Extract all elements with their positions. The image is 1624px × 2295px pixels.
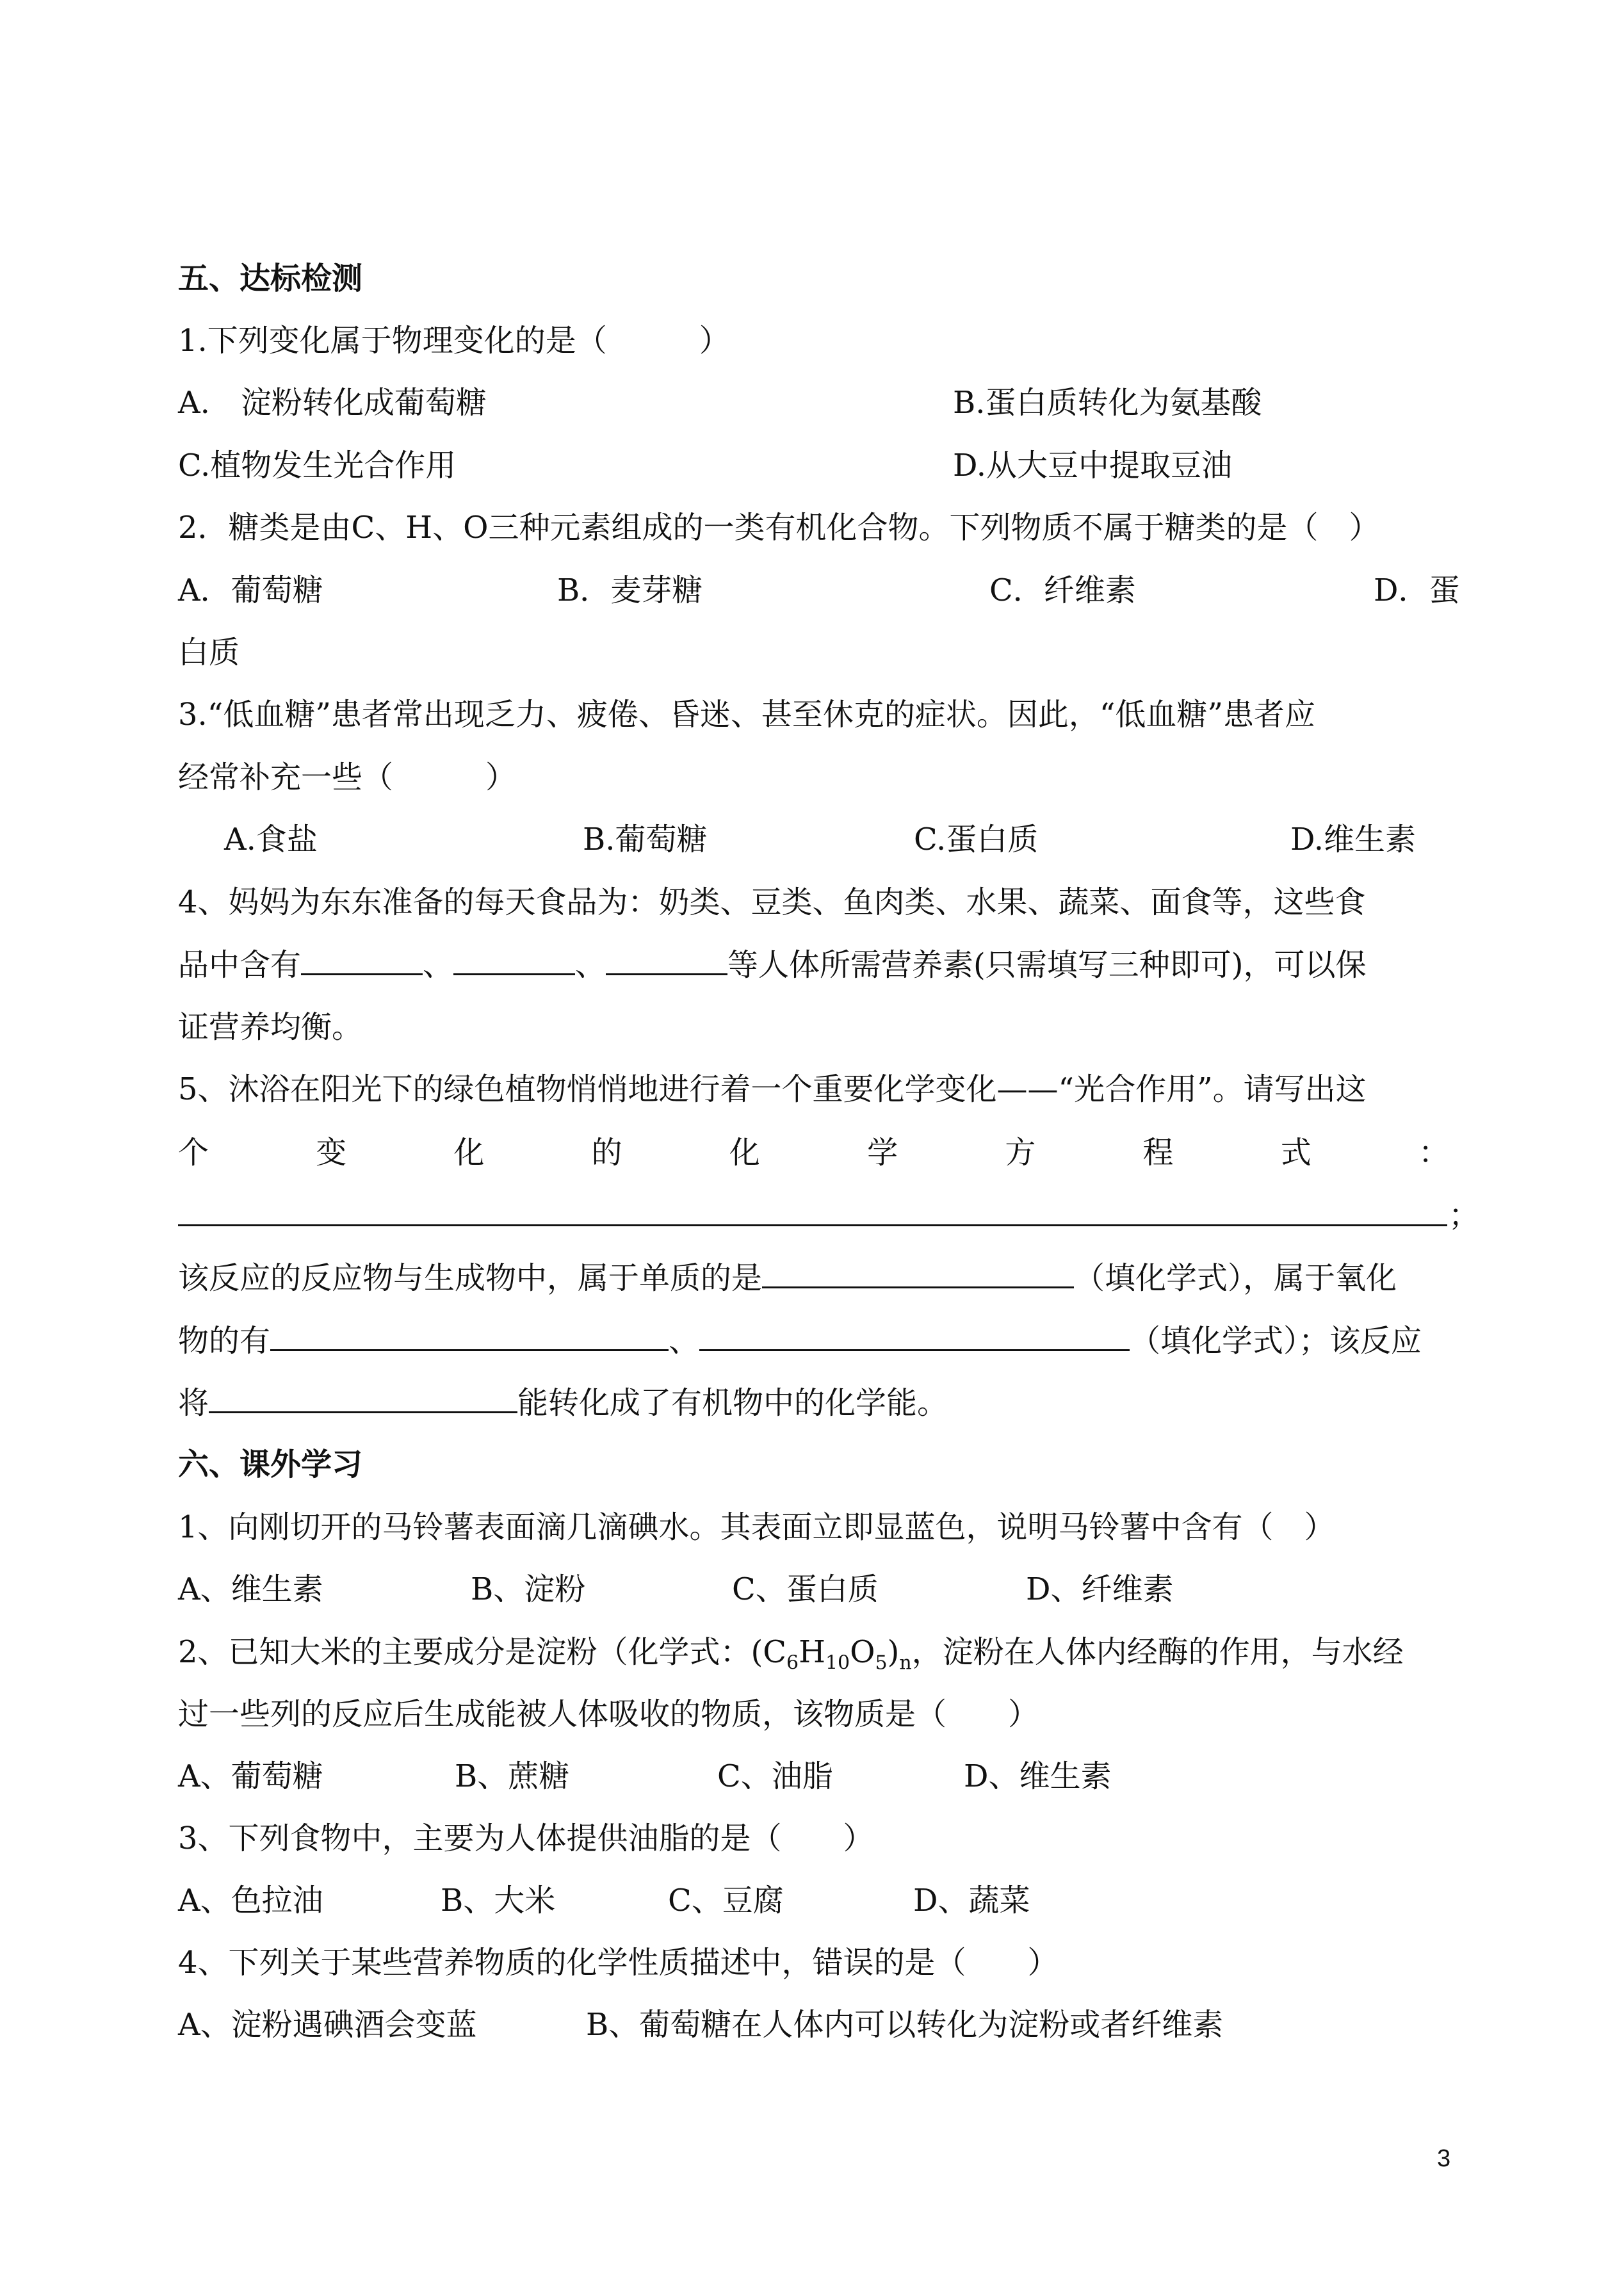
q2-stem: 2．糖类是由C、H、O三种元素组成的一类有机化合物。下列物质不属于糖类的是（ ） — [178, 510, 1380, 546]
q2-option-a: A．葡萄糖 — [178, 572, 323, 608]
q2-option-b: B．麦芽糖 — [557, 572, 703, 608]
q5-blank-energy[interactable] — [209, 1383, 517, 1413]
section-5-title: 五、达标检测 — [178, 261, 363, 296]
q3-stem-line2: 经常补充一些（ ） — [178, 759, 517, 795]
q5-char: 式 — [1280, 1135, 1311, 1171]
q5-char: 化 — [729, 1135, 760, 1171]
e1-option-a: A、维生素 — [178, 1571, 323, 1607]
q3-option-c: C.蛋白质 — [914, 822, 1039, 857]
section-6-title: 六、课外学习 — [178, 1447, 363, 1482]
q5-char: ： — [1418, 1135, 1449, 1171]
q5-blank-element[interactable] — [762, 1258, 1074, 1288]
q5-blank-oxide-1[interactable] — [270, 1321, 669, 1351]
q5-line5-prefix: 物的有 — [178, 1323, 271, 1359]
q5-line6-prefix: 将 — [178, 1385, 209, 1421]
q5-equation-blank[interactable] — [178, 1196, 1447, 1226]
e1-stem: 1、向刚切开的马铃薯表面滴几滴碘水。其表面立即显蓝色，说明马铃薯中含有（ ） — [178, 1509, 1335, 1545]
e2-option-c: C、油脂 — [717, 1758, 833, 1794]
q4-line2-suffix: 等人体所需营养素(只需填写三种即可)，可以保 — [727, 947, 1367, 983]
e2-sub-n: n — [899, 1651, 912, 1675]
e4-option-a: A、淀粉遇碘酒会变蓝 — [178, 2007, 477, 2043]
q5-line6-suffix: 能转化成了有机物中的化学能。 — [517, 1385, 948, 1421]
e2-close: ) — [887, 1634, 900, 1670]
e3-option-a: A、色拉油 — [178, 1883, 323, 1918]
e2-stem-line2: 过一些列的反应后生成能被人体吸收的物质，该物质是（ ） — [178, 1696, 1039, 1732]
q4-blank-1[interactable] — [301, 945, 423, 975]
q1-stem: 1.下列变化属于物理变化的是（ ） — [178, 323, 730, 359]
e3-option-b: B、大米 — [441, 1883, 556, 1918]
q5-char: 的 — [591, 1135, 622, 1171]
q1-option-d: D.从大豆中提取豆油 — [953, 448, 1233, 483]
q5-char: 变 — [316, 1135, 347, 1171]
q1-option-b: B.蛋白质转化为氨基酸 — [953, 385, 1262, 421]
q5-line4-prefix: 该反应的反应物与生成物中，属于单质的是 — [178, 1260, 763, 1296]
q3-option-d: D.维生素 — [1290, 822, 1417, 857]
q5-line6 — [178, 1383, 948, 1422]
q5-line1: 5、沐浴在阳光下的绿色植物悄悄地进行着一个重要化学变化——“光合作用”。请写出这 — [178, 1071, 1367, 1107]
e2-sub-o: 5 — [875, 1651, 888, 1675]
e2-stem-suffix: ，淀粉在人体内经酶的作用，与水经 — [911, 1634, 1404, 1670]
q5-spread-line — [178, 1133, 1449, 1172]
q4-blank-2[interactable] — [453, 945, 575, 975]
q5-line3-end: ； — [1449, 1197, 1480, 1233]
q3-option-a: A.食盐 — [224, 822, 318, 857]
e2-option-b: B、蔗糖 — [455, 1758, 570, 1794]
e3-option-c: C、豆腐 — [668, 1883, 784, 1918]
q5-line4-suffix: （填化学式），属于氧化 — [1074, 1260, 1397, 1296]
q5-char: 学 — [867, 1135, 898, 1171]
q4-blank-3[interactable] — [606, 945, 727, 975]
q5-line5-sep: 、 — [669, 1323, 700, 1359]
q5-char: 化 — [453, 1135, 485, 1171]
q4-sep-1: 、 — [423, 947, 454, 983]
e2-stem-prefix: 2、已知大米的主要成分是淀粉（化学式：(C — [178, 1634, 786, 1670]
q4-sep-2: 、 — [575, 947, 606, 983]
e1-option-c: C、蛋白质 — [732, 1571, 879, 1607]
page-number: 3 — [1437, 2145, 1451, 2172]
q5-line4 — [178, 1258, 1397, 1297]
q5-blank-oxide-2[interactable] — [699, 1321, 1130, 1351]
e4-option-b: B、葡萄糖在人体内可以转化为淀粉或者纤维素 — [586, 2007, 1224, 2043]
e4-stem: 4、下列关于某些营养物质的化学性质描述中，错误的是（ ） — [178, 1945, 1059, 1981]
e2-sub-c: 6 — [786, 1651, 799, 1675]
q5-char: 程 — [1142, 1135, 1174, 1171]
q2-option-c: C．纤维素 — [989, 572, 1136, 608]
e2-sub-h: 10 — [825, 1651, 850, 1675]
q1-option-c: C.植物发生光合作用 — [178, 448, 457, 483]
q4-line3: 证营养均衡。 — [178, 1009, 363, 1045]
e2-o: O — [850, 1634, 875, 1670]
q1-option-a: A. 淀粉转化成葡萄糖 — [178, 385, 487, 421]
e3-option-d: D、蔬菜 — [913, 1883, 1030, 1918]
q3-stem-line1: 3.“低血糖”患者常出现乏力、疲倦、昏迷、甚至休克的症状。因此，“低血糖”患者应 — [178, 697, 1315, 733]
e2-stem-line1 — [178, 1633, 1404, 1675]
q4-line2-prefix: 品中含有 — [178, 947, 302, 983]
e1-option-d: D、纤维素 — [1026, 1571, 1174, 1607]
q2-option-d-wrap: 白质 — [178, 635, 240, 670]
q5-char: 个 — [178, 1135, 209, 1171]
q4-line2 — [178, 945, 1367, 984]
e2-option-a: A、葡萄糖 — [178, 1758, 323, 1794]
e3-stem: 3、下列食物中，主要为人体提供油脂的是（ ） — [178, 1821, 874, 1856]
q3-option-b: B.葡萄糖 — [583, 822, 708, 857]
q2-option-d: D．蛋 — [1374, 572, 1460, 608]
q5-char: 方 — [1005, 1135, 1036, 1171]
q5-line5 — [178, 1321, 1422, 1360]
e2-option-d: D、维生素 — [964, 1758, 1112, 1794]
q4-line1: 4、妈妈为东东准备的每天食品为：奶类、豆类、鱼肉类、水果、蔬菜、面食等，这些食 — [178, 884, 1366, 920]
e1-option-b: B、淀粉 — [471, 1571, 586, 1607]
e2-h: H — [799, 1634, 825, 1670]
q5-line5-suffix: （填化学式）；该反应 — [1130, 1323, 1422, 1359]
